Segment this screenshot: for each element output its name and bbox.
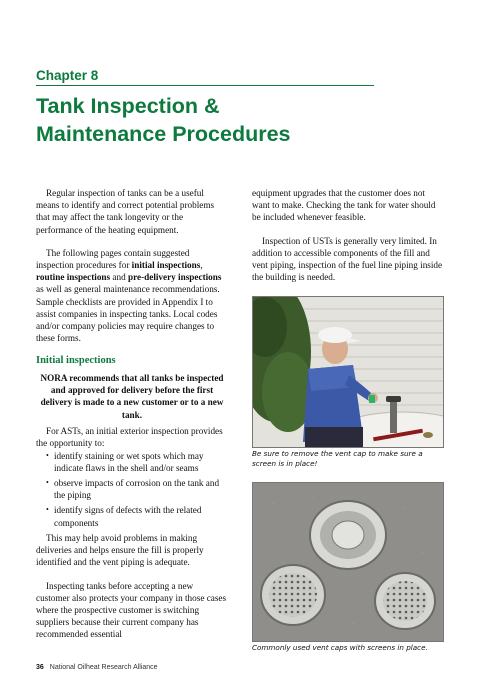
- inspection-bullet-list: [36, 450, 228, 529]
- procedures-paragraph: [36, 247, 228, 345]
- ust-paragraph: Inspection of USTs is generally very limited. In addition to accessible components of the fill and vent piping, inspection of the fuel line piping inside the building is needed.: [252, 235, 443, 283]
- vent-caps-illustration: [253, 483, 443, 641]
- chapter-title: [36, 92, 456, 148]
- technician-inspection-photo: [252, 296, 444, 448]
- vent-caps-photo: [252, 482, 444, 642]
- initial-inspections-term: initial inspections: [131, 260, 201, 271]
- text-span: as well as general maintenance recommendations. Sample checklists are provided in Appendix I to assist companies in inspecting tanks. Local codes and/or company policies may require changes to these forms.: [36, 284, 220, 344]
- photo-caption-vent-caps: Commonly used vent caps with screens in place.: [252, 643, 428, 652]
- text-span: The following pages contain suggested inspection procedures for: [36, 247, 190, 271]
- photo-caption-vent-cap: Be sure to remove the vent cap to make sure a screen is in place!: [252, 449, 423, 468]
- title-line-1: Tank Inspection &: [36, 94, 220, 118]
- chapter-label: Chapter 8: [36, 68, 374, 86]
- page-number: 36: [36, 664, 44, 671]
- list-item: • identify staining or wet spots which may indicate flaws in the shell and/or seams: [46, 450, 228, 474]
- new-customer-paragraph: Inspecting tanks before accepting a new customer also protects your company in those cases where the prospective customer is switching suppliers because their current company has recommended essential: [36, 580, 227, 640]
- nora-recommendation: NORA recommends that all tanks be inspected and approved for delivery before the first delivery is made to a new customer or to a new tank.: [40, 372, 224, 420]
- text-span: ,: [200, 260, 203, 271]
- list-item: • observe impacts of corrosion on the tank and the piping: [46, 477, 228, 501]
- right-column: [252, 187, 444, 294]
- intro-paragraph: Regular inspection of tanks can be a useful means to identify and correct potential problems that may affect the tank longevity or the performance of the heating equipment.: [36, 188, 215, 235]
- footer-organization: National Oilheat Research Alliance: [49, 664, 158, 671]
- continuation-paragraph: equipment upgrades that the customer does not want to make. Checking the tank for water should be included whenever feasible.: [252, 188, 436, 223]
- page-footer: [36, 664, 158, 671]
- ast-intro: For ASTs, an initial exterior inspection provides the opportunity to:: [36, 426, 223, 449]
- after-bullets-paragraph: This may help avoid problems in making deliveries and helps ensure the fill is properly identified and the vent piping is adequate.: [36, 532, 204, 568]
- text-span: and: [110, 272, 128, 283]
- routine-inspections-term: routine inspections: [36, 272, 111, 283]
- technician-illustration: [253, 297, 443, 447]
- left-column: [36, 187, 228, 652]
- title-line-2: Maintenance Procedures: [36, 122, 291, 146]
- pre-delivery-inspections-term: pre-delivery inspections: [127, 272, 222, 283]
- section-heading-initial-inspections: Initial inspections: [36, 355, 116, 367]
- list-item: • identify signs of defects with the related components: [46, 504, 228, 528]
